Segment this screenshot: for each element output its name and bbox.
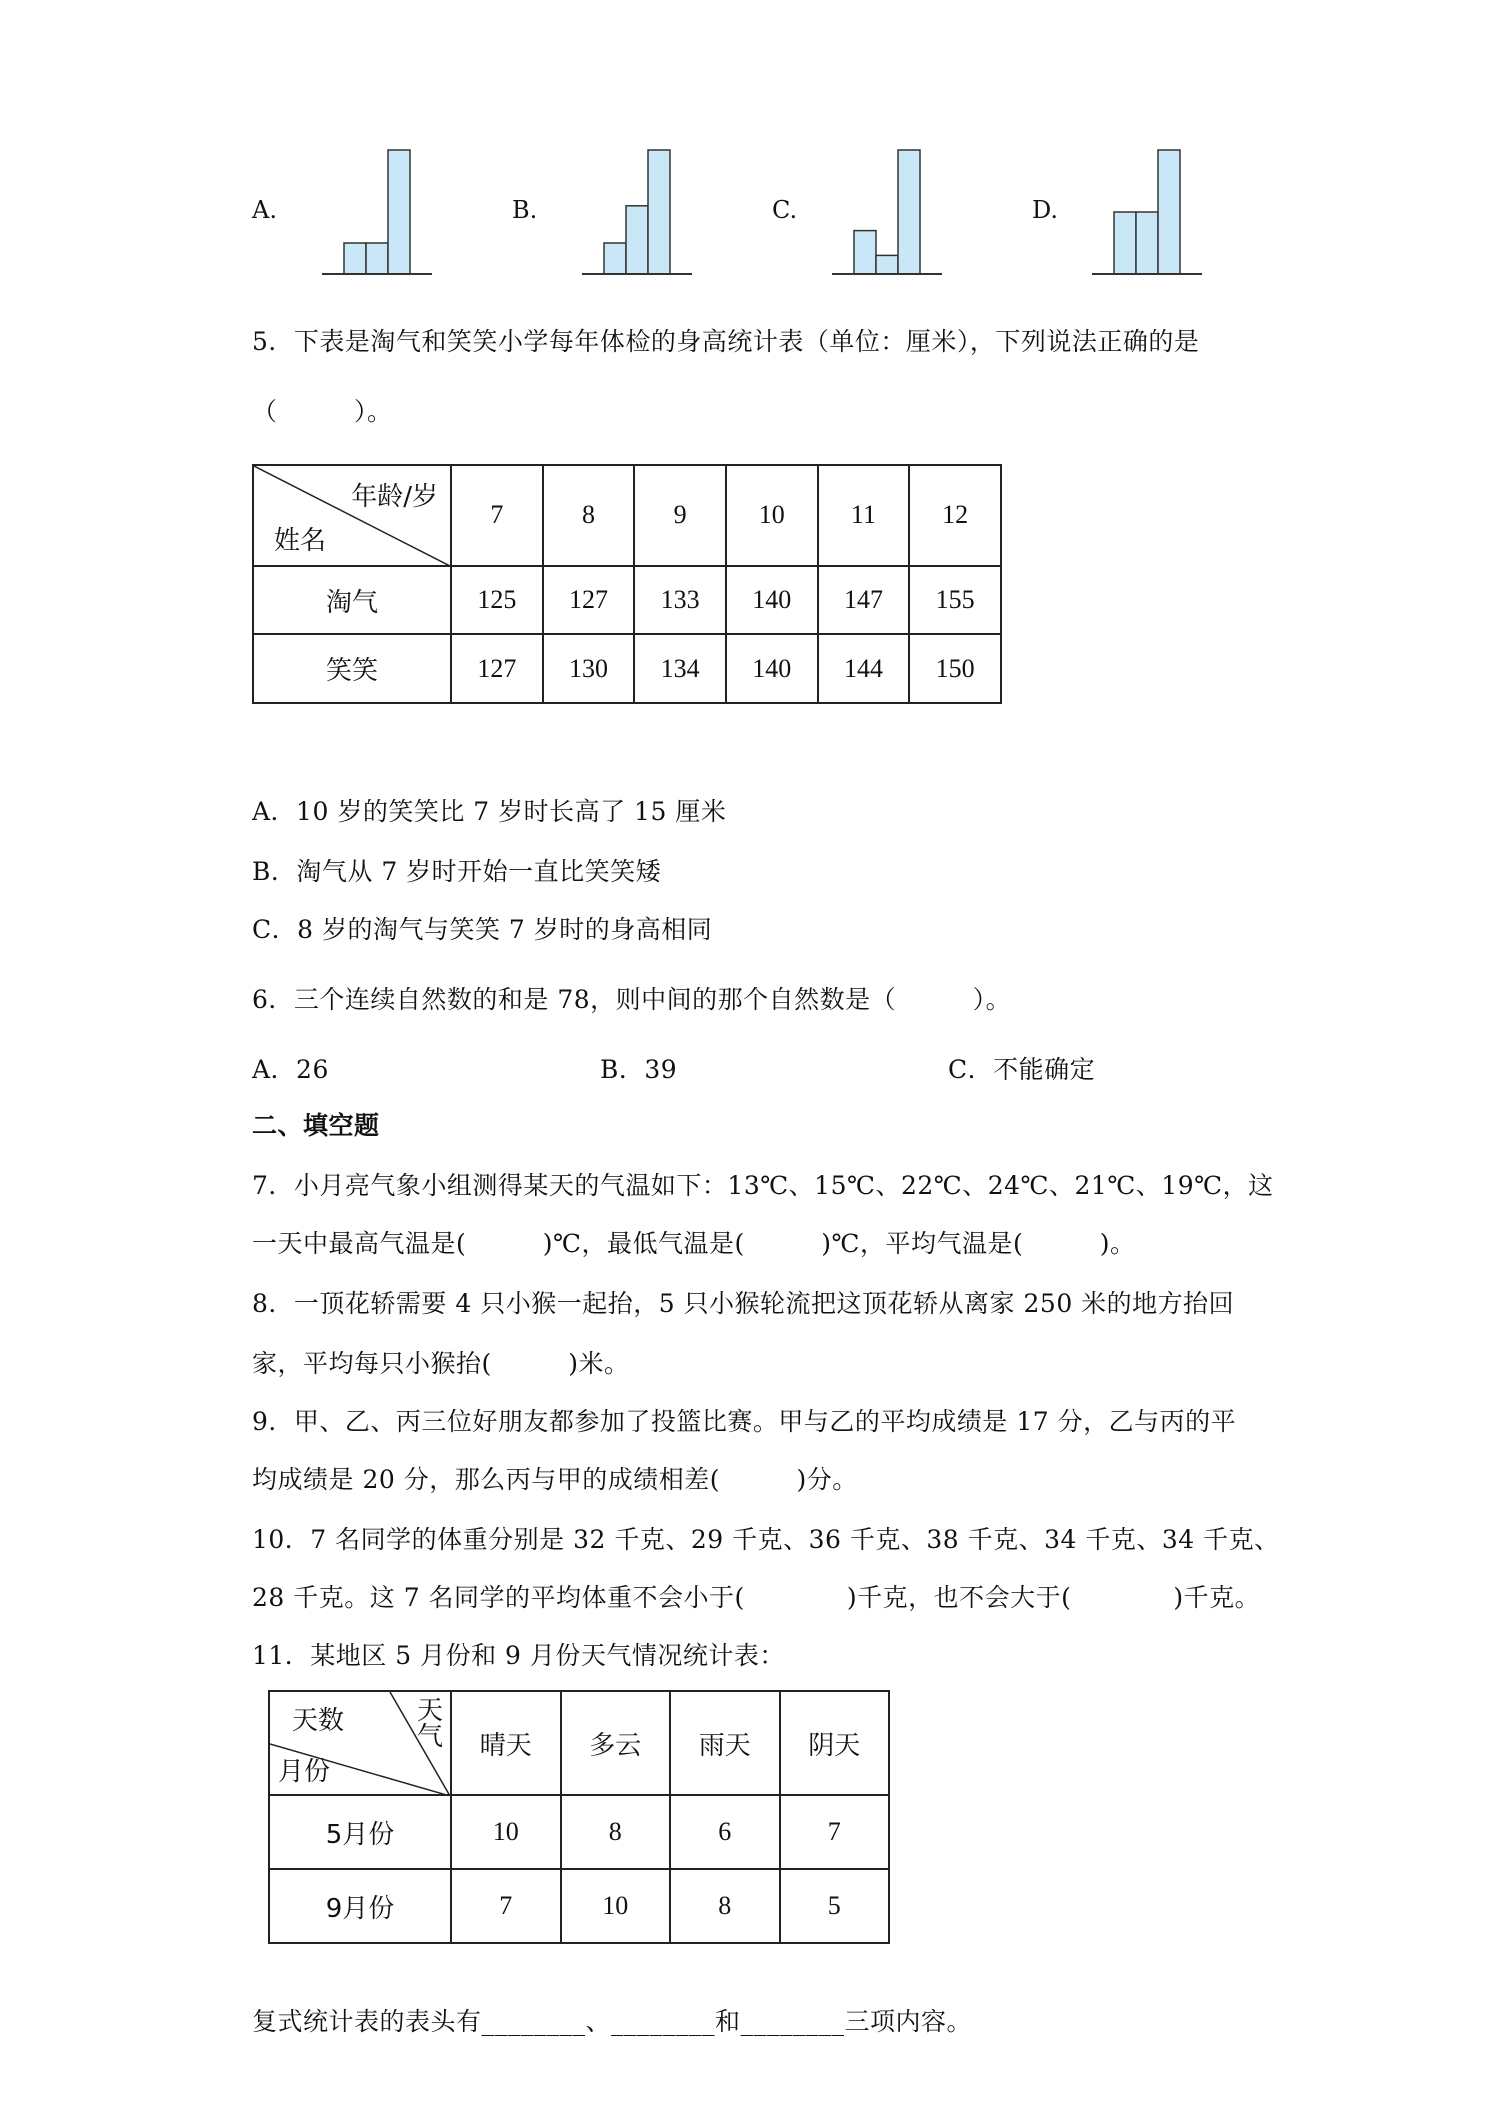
weather-header: 晴天 — [451, 1691, 561, 1795]
bar — [604, 243, 626, 274]
bar — [1114, 212, 1136, 274]
height-cell: 140 — [726, 634, 818, 703]
table-row — [253, 566, 1001, 635]
height-cell: 140 — [726, 566, 818, 635]
q6-option-a: A．26 — [252, 1055, 329, 1084]
row-name: 淘气 — [253, 566, 451, 635]
q8-line2: 家，平均每只小猴抬( )米。 — [252, 1349, 630, 1378]
weather-table-corner — [269, 1691, 451, 1795]
q4-option-label: D. — [1032, 196, 1059, 224]
q9-line2: 均成绩是 20 分，那么丙与甲的成绩相差( )分。 — [252, 1465, 858, 1494]
bar — [1136, 212, 1158, 274]
bar — [854, 231, 876, 274]
row-name: 笑笑 — [253, 634, 451, 703]
days-cell: 8 — [670, 1869, 780, 1943]
height-cell: 125 — [451, 566, 543, 635]
weather-table — [268, 1690, 890, 1944]
bar — [648, 150, 670, 274]
table-row — [269, 1869, 889, 1943]
days-cell: 7 — [780, 1795, 890, 1869]
age-header: 8 — [543, 465, 635, 566]
table-row — [253, 634, 1001, 703]
bar — [876, 255, 898, 274]
height-cell: 134 — [634, 634, 726, 703]
q9-line1: 9．甲、乙、丙三位好朋友都参加了投篮比赛。甲与乙的平均成绩是 17 分，乙与丙的平 — [252, 1407, 1237, 1436]
q5-question-line1: 5．下表是淘气和笑笑小学每年体检的身高统计表（单位：厘米），下列说法正确的是 — [252, 327, 1200, 356]
q4-option-chart — [322, 140, 452, 280]
bar — [626, 206, 648, 274]
height-cell: 133 — [634, 566, 726, 635]
height-cell: 130 — [543, 634, 635, 703]
weather-header: 雨天 — [670, 1691, 780, 1795]
bar — [388, 150, 410, 274]
q10-line1: 10．7 名同学的体重分别是 32 千克、29 千克、36 千克、38 千克、34 千克、34 千克、 — [252, 1525, 1280, 1554]
height-cell: 144 — [818, 634, 910, 703]
q6-option-b: B．39 — [600, 1055, 678, 1084]
weather-header: 多云 — [561, 1691, 671, 1795]
age-header: 11 — [818, 465, 910, 566]
height-table — [252, 464, 1002, 704]
height-cell: 127 — [543, 566, 635, 635]
days-cell: 6 — [670, 1795, 780, 1869]
age-header: 12 — [909, 465, 1001, 566]
section-title: 二、填空题 — [252, 1111, 380, 1140]
q5-question-line2: （ ）。 — [252, 397, 393, 426]
q5-option-b: B．淘气从 7 岁时开始一直比笑笑矮 — [252, 857, 662, 886]
days-cell: 8 — [561, 1795, 671, 1869]
corner-weather-label: 天气 — [416, 1696, 443, 1752]
corner-month-label: 月份 — [278, 1757, 331, 1787]
q5-option-a: A．10 岁的笑笑比 7 岁时长高了 15 厘米 — [252, 797, 727, 826]
q4-option-label: C. — [772, 196, 798, 224]
bar — [898, 150, 920, 274]
q6-question: 6．三个连续自然数的和是 78，则中间的那个自然数是（ ）。 — [252, 985, 1012, 1014]
days-cell: 10 — [451, 1795, 561, 1869]
days-cell: 10 — [561, 1869, 671, 1943]
days-cell: 7 — [451, 1869, 561, 1943]
corner-name-label: 姓名 — [274, 525, 327, 556]
bar — [366, 243, 388, 274]
corner-age-label: 年龄/岁 — [351, 482, 438, 512]
weather-header: 阴天 — [780, 1691, 890, 1795]
height-table-corner — [253, 465, 451, 566]
age-header: 7 — [451, 465, 543, 566]
q6-option-c: C．不能确定 — [948, 1055, 1096, 1084]
age-header: 10 — [726, 465, 818, 566]
q7-line1: 7．小月亮气象小组测得某天的气温如下：13℃、15℃、22℃、24℃、21℃、19℃，这 — [252, 1171, 1274, 1200]
height-cell: 127 — [451, 634, 543, 703]
q4-option-label: B. — [512, 196, 538, 224]
q8-line1: 8．一顶花轿需要 4 只小猴一起抬，5 只小猴轮流把这顶花轿从离家 250 米的地方抬回 — [252, 1289, 1235, 1318]
days-cell: 5 — [780, 1869, 890, 1943]
corner-days-label: 天数 — [292, 1706, 345, 1736]
q11-line1: 11．某地区 5 月份和 9 月份天气情况统计表： — [252, 1641, 785, 1670]
q4-option-chart — [1092, 140, 1222, 280]
q4-option-chart — [582, 140, 712, 280]
month-name: 9月份 — [269, 1869, 451, 1943]
height-cell: 150 — [909, 634, 1001, 703]
age-header: 9 — [634, 465, 726, 566]
height-cell: 155 — [909, 566, 1001, 635]
table-row — [269, 1795, 889, 1869]
q4-option-label: A. — [252, 196, 277, 224]
q10-line2: 28 千克。这 7 名同学的平均体重不会小于( )千克，也不会大于( )千克。 — [252, 1583, 1261, 1612]
q7-line2: 一天中最高气温是( )℃，最低气温是( )℃，平均气温是( )。 — [252, 1229, 1136, 1258]
q5-option-c: C．8 岁的淘气与笑笑 7 岁时的身高相同 — [252, 915, 713, 944]
height-cell: 147 — [818, 566, 910, 635]
q11-after-text: 复式统计表的表头有________、________和________三项内容。 — [252, 2007, 973, 2036]
bar — [1158, 150, 1180, 274]
month-name: 5月份 — [269, 1795, 451, 1869]
bar — [344, 243, 366, 274]
q4-option-chart — [832, 140, 962, 280]
